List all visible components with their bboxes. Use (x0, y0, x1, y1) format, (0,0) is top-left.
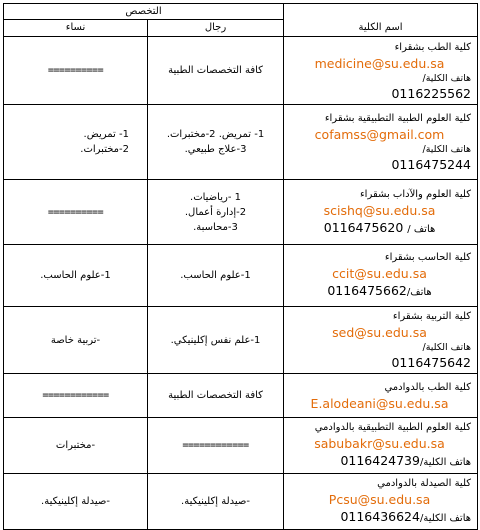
college-name: كلية الحاسب بشقراء (384, 252, 472, 263)
men-item: 3-علاج طبيعي. (184, 144, 247, 155)
women-specialization (4, 474, 148, 530)
phone-number: 0116424739 (340, 453, 420, 468)
college-email: scishq@su.edu.sa (323, 202, 436, 218)
men-item: كافة التخصصات الطبية (168, 390, 263, 401)
men-item: ============ (182, 440, 249, 451)
men-item: كافة التخصصات الطبية (168, 65, 263, 76)
college-email: E.alodeani@su.edu.sa (310, 395, 449, 411)
phone-label: هاتف/ (406, 287, 432, 298)
college-name: كلية الطب بشقراء (394, 41, 472, 53)
college-email: cofamss@gmail.com (314, 127, 445, 142)
college-cell (284, 180, 478, 245)
women-item: -مختبرات (55, 440, 96, 451)
college-cell (284, 474, 478, 530)
women-item: ============ (42, 390, 109, 401)
college-name: كلية الطب بالدوادمي (384, 381, 472, 393)
college-cell (284, 374, 478, 418)
women-specialization (4, 374, 148, 418)
women-item: ========== (47, 206, 104, 218)
college-cell (284, 37, 478, 105)
colleges-table (3, 3, 478, 530)
men-specialization (148, 374, 284, 418)
men-item: 1-علوم الحاسب. (180, 270, 251, 281)
women-specialization (4, 37, 148, 105)
women-specialization (4, 105, 148, 180)
men-item: 2-إدارة أعمال. (184, 206, 247, 218)
college-email: Pcsu@su.edu.sa (328, 492, 431, 507)
table-row (4, 374, 478, 418)
header-specialization: التخصص (4, 4, 284, 20)
college-cell (284, 105, 478, 180)
phone-number: 0116436624 (340, 509, 420, 524)
table-row (4, 180, 478, 245)
header-college-name: اسم الكلية (284, 4, 478, 37)
table-row (4, 37, 478, 105)
men-specialization (148, 245, 284, 307)
women-specialization (4, 180, 148, 245)
college-email: sabubakr@su.edu.sa (314, 436, 445, 451)
phone-number: 0116225562 (391, 85, 472, 101)
men-item: 3-محاسبة. (193, 221, 238, 233)
women-item: -صيدلة إكلينيكية. (41, 496, 110, 507)
college-cell (284, 418, 478, 474)
men-specialization (148, 37, 284, 105)
men-specialization (148, 307, 284, 374)
table-row (4, 418, 478, 474)
phone-label: هاتف الكلية/ (422, 342, 472, 353)
phone-line (288, 282, 471, 301)
table-row (4, 105, 478, 180)
women-item: 1-علوم الحاسب. (40, 270, 111, 281)
college-cell (284, 307, 478, 374)
women-specialization (4, 307, 148, 374)
men-specialization (148, 180, 284, 245)
phone-number: 0116475642 (391, 355, 472, 370)
women-item: 1- تمريض. (83, 129, 130, 140)
men-item: 1 -رياضيات. (190, 191, 241, 203)
phone-label: هاتف الكلية/ (422, 72, 472, 84)
header-men: رجال (148, 20, 284, 37)
college-name: كلية العلوم والآداب بشقراء (359, 188, 472, 200)
phone-label: هاتف الكلية/ (419, 513, 472, 524)
men-item: 1- تمريض. 2-مختبرات. (166, 129, 265, 140)
table-row (4, 245, 478, 307)
phone-line (288, 508, 471, 527)
women-item: ========== (47, 65, 104, 76)
men-specialization (148, 105, 284, 180)
college-cell (284, 245, 478, 307)
table-row (4, 474, 478, 530)
men-item: 1-علم نفس إكلينيكي. (170, 334, 261, 346)
college-name: كلية العلوم الطبية التطبيقية بشقراء (324, 113, 472, 124)
men-specialization (148, 418, 284, 474)
phone-label: هاتف / (407, 223, 436, 235)
men-specialization (148, 474, 284, 530)
college-email: sed@su.edu.sa (332, 325, 427, 340)
phone-line (288, 452, 471, 471)
college-email: ccit@su.edu.sa (332, 266, 427, 281)
college-name: كلية التربية بشقراء (392, 311, 472, 322)
women-specialization (4, 418, 148, 474)
college-name: كلية العلوم الطبية التطبيقية بالدوادمي (314, 422, 472, 433)
phone-number: 0116475662 (327, 283, 407, 298)
phone-label: هاتف الكلية/ (419, 457, 472, 468)
college-email: medicine@su.edu.sa (314, 55, 445, 71)
table-row (4, 307, 478, 374)
college-name: كلية الصيدلة بالدوادمي (377, 478, 472, 489)
women-item: 2-مختبرات. (80, 144, 130, 155)
phone-label: هاتف الكلية/ (422, 144, 472, 155)
women-specialization (4, 245, 148, 307)
phone-number: 0116475244 (391, 157, 472, 172)
women-item: -تربية خاصة (50, 334, 101, 346)
header-women: نساء (4, 20, 148, 37)
men-item: -صيدلة إكلينيكية. (181, 496, 250, 507)
phone-line (288, 219, 471, 238)
phone-number: 0116475620 (323, 219, 404, 235)
